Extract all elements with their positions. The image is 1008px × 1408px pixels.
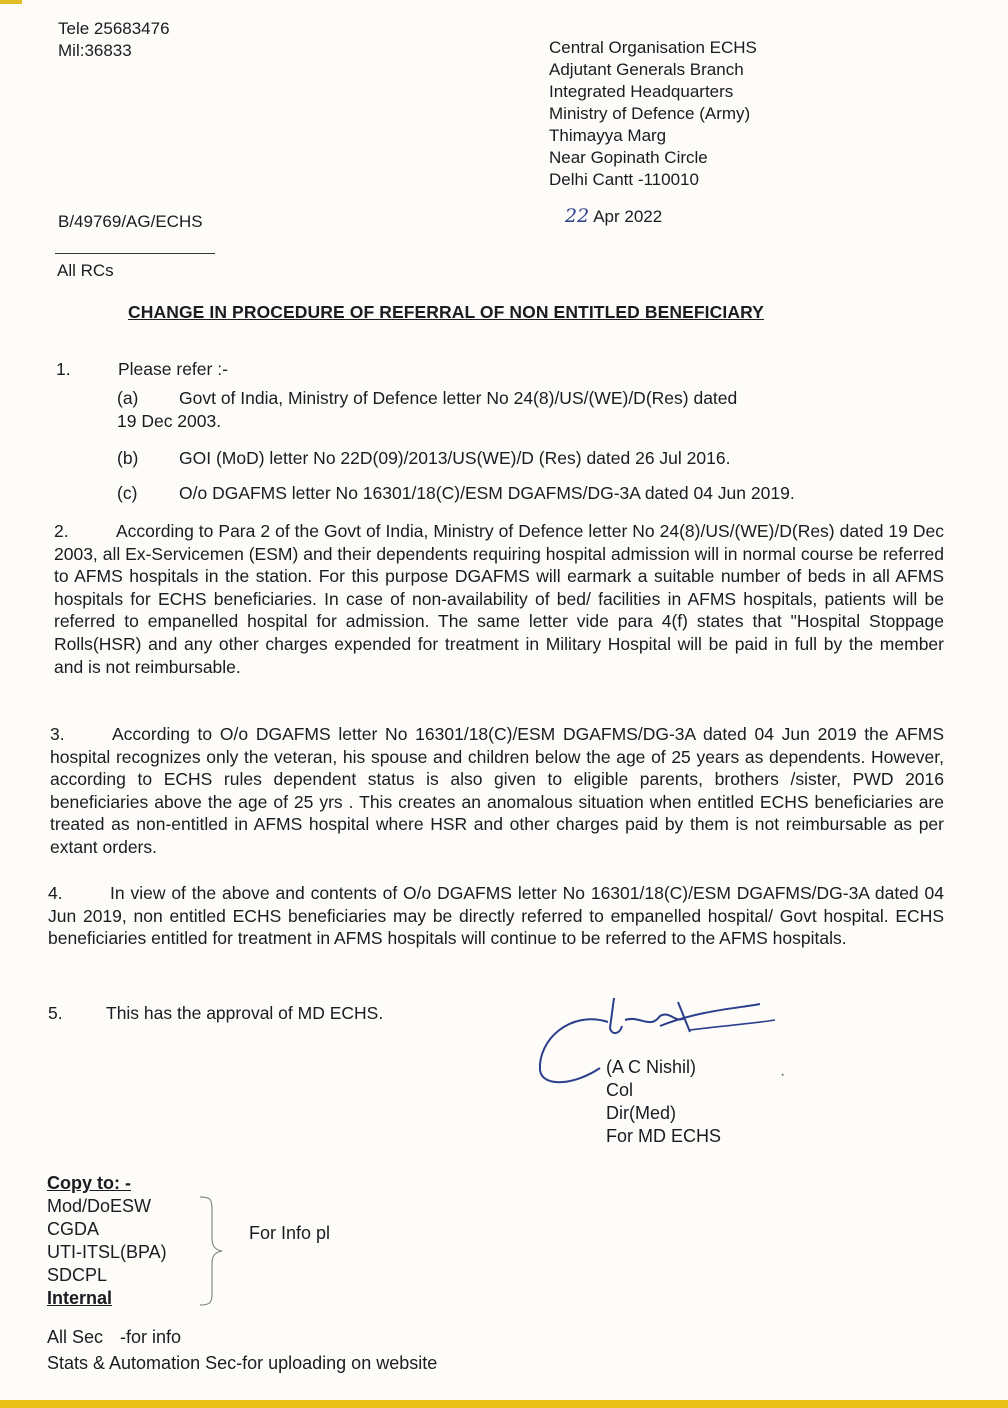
address-line: Near Gopinath Circle xyxy=(549,148,708,167)
internal-purpose: -for info xyxy=(120,1327,182,1347)
address-line: Thimayya Marg xyxy=(549,126,667,145)
para-number: 4. xyxy=(48,883,63,903)
recipient-bracket xyxy=(198,1195,228,1307)
telephone-number: Tele 25683476 xyxy=(58,19,170,38)
addressee-rule xyxy=(55,253,215,254)
internal-line xyxy=(47,1326,181,1349)
internal-section: All Sec xyxy=(47,1327,104,1347)
paragraph-3 xyxy=(50,723,944,859)
para-number: 5. xyxy=(48,1003,63,1023)
contact-block xyxy=(58,18,170,62)
internal-line xyxy=(47,1352,437,1375)
ref-text: Govt of India, Ministry of Defence letter No 24(8)/US/(WE)/D(Res) dated xyxy=(179,388,738,408)
page-edge-mark xyxy=(0,0,22,4)
copy-to-heading: Copy to: - xyxy=(47,1173,131,1193)
reference-a xyxy=(117,388,737,409)
internal-purpose: -for uploading on website xyxy=(236,1353,438,1373)
recipient: Mod/DoESW xyxy=(47,1196,152,1216)
reference-number: B/49769/AG/ECHS xyxy=(58,212,203,231)
ref-text: O/o DGAFMS letter No 16301/18(C)/ESM DGAFMS/DG-3A dated 04 Jun 2019. xyxy=(179,483,795,503)
para-number: 2. xyxy=(54,521,69,541)
reference-a-continued: 19 Dec 2003. xyxy=(117,411,222,431)
ref-label: (a) xyxy=(117,388,139,408)
reference-c xyxy=(117,483,795,504)
military-number: Mil:36833 xyxy=(58,41,132,60)
handwritten-day: 22 xyxy=(565,205,590,227)
signatory-designation: Dir(Med) xyxy=(606,1103,676,1123)
paragraph-5 xyxy=(48,1003,383,1024)
month-year: Apr 2022 xyxy=(593,207,663,226)
address-line: Adjutant Generals Branch xyxy=(549,60,744,79)
recipient: CGDA xyxy=(47,1219,100,1239)
letter-date xyxy=(565,205,662,228)
signatory-for: For MD ECHS xyxy=(606,1126,722,1146)
para-number: 3. xyxy=(50,724,65,744)
paragraph-2 xyxy=(54,520,944,678)
subject-heading: CHANGE IN PROCEDURE OF REFERRAL OF NON ENTITLED BENEFICIARY xyxy=(128,302,764,322)
signatory-rank: Col xyxy=(606,1080,634,1100)
internal-section: Stats & Automation Sec xyxy=(47,1353,237,1373)
reference-b xyxy=(117,448,730,469)
address-line: Integrated Headquarters xyxy=(549,82,734,101)
internal-heading: Internal xyxy=(47,1288,113,1308)
copy-to-block xyxy=(47,1172,167,1310)
ref-text: GOI (MoD) letter No 22D(09)/2013/US(WE)/D (Res) dated 26 Jul 2016. xyxy=(179,448,731,468)
paragraph-text: In view of the above and contents of O/o DGAFMS letter No 16301/18(C)/ESM DGAFMS/DG-3A dated 04 Jun 2019, non entitled ECHS beneficiaries may be directly referred to empanelled hospital/ Govt hospital. ECHS beneficiaries entitled for treatment in AFMS hospitals will continue to be referred to the AFMS hospitals. xyxy=(48,883,944,949)
signatory-block xyxy=(606,1056,721,1148)
paragraph-text: This has the approval of MD ECHS. xyxy=(106,1003,384,1023)
stray-mark: · xyxy=(780,1066,786,1083)
sender-address xyxy=(549,37,757,191)
address-line: Delhi Cantt -110010 xyxy=(549,170,699,189)
paragraph-4 xyxy=(48,882,944,950)
paragraph-text: According to O/o DGAFMS letter No 16301/18(C)/ESM DGAFMS/DG-3A dated 04 Jun 2019 the AFMS hospital recognizes only the veteran, his spouse and children below the age of 25 years as dependents. However, according to ECHS rules dependent status is also given to eligible parents, brothers /sister, PWD 2016 beneficiaries above the age of 25 yrs . This creates an anomalous situation when entitled ECHS beneficiaries are treated as non-entitled in AFMS hospital where HSR and other charges paid by them is not reimbursable as per extant orders. xyxy=(50,724,944,857)
addressee: All RCs xyxy=(57,261,114,280)
para-1-intro-text: Please refer :- xyxy=(118,359,228,379)
address-line: Central Organisation ECHS xyxy=(549,38,757,57)
recipient: UTI-ITSL(BPA) xyxy=(47,1242,167,1262)
recipient: SDCPL xyxy=(47,1265,108,1285)
para-1-intro xyxy=(56,359,228,380)
address-line: Ministry of Defence (Army) xyxy=(549,104,751,123)
signatory-name: (A C Nishil) xyxy=(606,1057,697,1077)
copy-note: For Info pl xyxy=(249,1223,331,1243)
ref-label: (c) xyxy=(117,483,138,503)
ref-label: (b) xyxy=(117,448,139,468)
para-number: 1. xyxy=(56,359,71,379)
page-bottom-edge xyxy=(0,1400,1008,1408)
paragraph-text: According to Para 2 of the Govt of India, Ministry of Defence letter No 24(8)/US/(WE)/D(Res) dated 19 Dec 2003, all Ex-Servicemen (ESM) and their dependents requiring hospital admission will in normal course be referred to AFMS hospitals in the station. For this purpose DGAFMS will earmark a suitable number of beds in all AFMS hospitals for ECHS beneficiaries. In case of non-availability of bed/ facilities in AFMS hospitals, patients will be referred to empanelled hospital for admission. The same letter vide para 4(f) states that "Hospital Stoppage Rolls(HSR) and any other charges expended for treatment in Military Hospital will be paid in full by the member and is not reimbursable. xyxy=(54,521,944,677)
